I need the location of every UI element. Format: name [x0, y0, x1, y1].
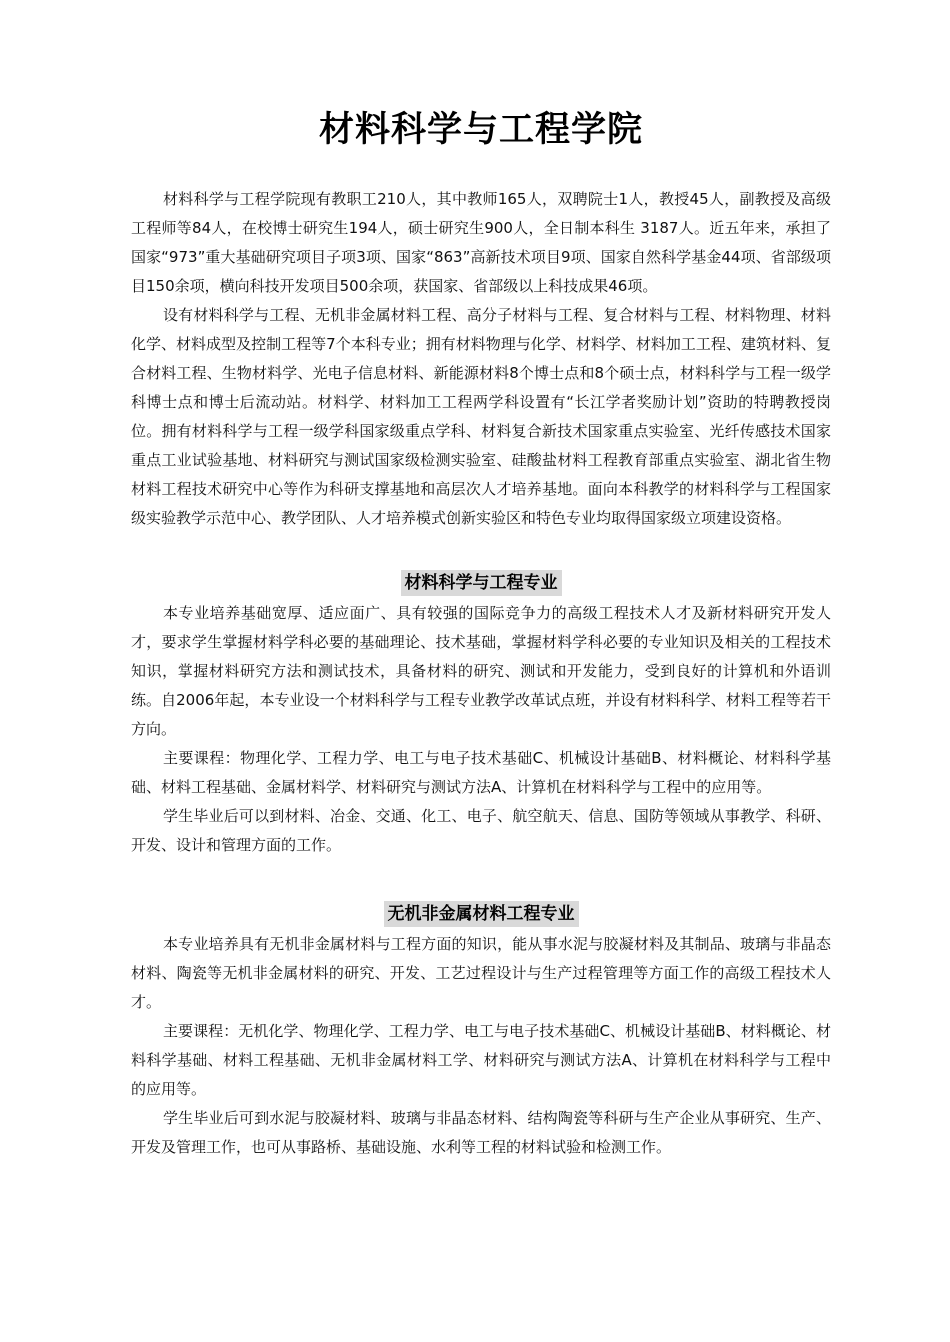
- intro-block: [131, 185, 831, 533]
- document-page: [131, 100, 831, 1162]
- section-heading-text: 无机非金属材料工程专业: [384, 901, 579, 927]
- section-paragraph: 主要课程：物理化学、工程力学、电工与电子技术基础C、机械设计基础B、材料概论、材料科学基础、材料工程基础、金属材料学、材料研究与测试方法A、计算机在材料科学与工程中的应用等。: [131, 749, 831, 796]
- section-paragraph: 本专业培养具有无机非金属材料与工程方面的知识，能从事水泥与胶凝材料及其制品、玻璃与非晶态材料、陶瓷等无机非金属材料的研究、开发、工艺过程设计与生产过程管理等方面工作的高级工程技术人才。: [131, 935, 831, 1011]
- section-paragraph: 学生毕业后可到水泥与胶凝材料、玻璃与非晶态材料、结构陶瓷等科研与生产企业从事研究、生产、开发及管理工作，也可从事路桥、基础设施、水利等工程的材料试验和检测工作。: [131, 1109, 831, 1156]
- intro-paragraph: 设有材料科学与工程、无机非金属材料工程、高分子材料与工程、复合材料与工程、材料物理、材料化学、材料成型及控制工程等7个本科专业；拥有材料物理与化学、材料学、材料加工工程、建筑材料、复合材料工程、生物材料学、光电子信息材料、新能源材料8个博士点和8个硕士点，材料科学与工程一级学科博士点和博士后流动站。材料学、材料加工工程两学科设置有“长江学者奖励计划”资助的特聘教授岗位。拥有材料科学与工程一级学科国家级重点学科、材料复合新技术国家重点实验室、光纤传感技术国家重点工业试验基地、材料研究与测试国家级检测实验室、硅酸盐材料工程教育部重点实验室、湖北省生物材料工程技术研究中心等作为科研支撑基地和高层次人才培养基地。面向本科教学的材料科学与工程国家级实验教学示范中心、教学团队、人才培养模式创新实验区和特色专业均取得国家级立项建设资格。: [131, 306, 831, 527]
- section-inorganic-nonmetallic-materials: [131, 898, 831, 1162]
- section-heading-text: 材料科学与工程专业: [401, 570, 562, 596]
- section-heading: [131, 898, 831, 930]
- document-title: 材料科学与工程学院: [318, 109, 643, 150]
- section-heading: [131, 567, 831, 599]
- section-paragraph: 主要课程：无机化学、物理化学、工程力学、电工与电子技术基础C、机械设计基础B、材料概论、材料科学基础、材料工程基础、无机非金属材料工学、材料研究与测试方法A、计算机在材料科学与工程中的应用等。: [131, 1022, 831, 1098]
- intro-paragraph: 材料科学与工程学院现有教职工210人，其中教师165人，双聘院士1人，教授45人，副教授及高级工程师等84人，在校博士研究生194人，硕士研究生900人，全日制本科生 3187人。近五年来，承担了国家“973”重大基础研究项目子项3项、国家“863”高新技术项目9项、国家自然科学基金44项、省部级项目150余项，横向科技开发项目500余项，获国家、省部级以上科技成果46项。: [131, 190, 831, 295]
- section-paragraph: 学生毕业后可以到材料、冶金、交通、化工、电子、航空航天、信息、国防等领域从事教学、科研、开发、设计和管理方面的工作。: [131, 807, 831, 854]
- section-materials-science-engineering: [131, 567, 831, 860]
- section-paragraph: 本专业培养基础宽厚、适应面广、具有较强的国际竞争力的高级工程技术人才及新材料研究开发人才，要求学生掌握材料学科必要的基础理论、技术基础，掌握材料学科必要的专业知识及相关的工程技术知识，掌握材料研究方法和测试技术，具备材料的研究、测试和开发能力，受到良好的计算机和外语训练。自2006年起，本专业设一个材料科学与工程专业教学改革试点班，并设有材料科学、材料工程等若干方向。: [131, 604, 831, 738]
